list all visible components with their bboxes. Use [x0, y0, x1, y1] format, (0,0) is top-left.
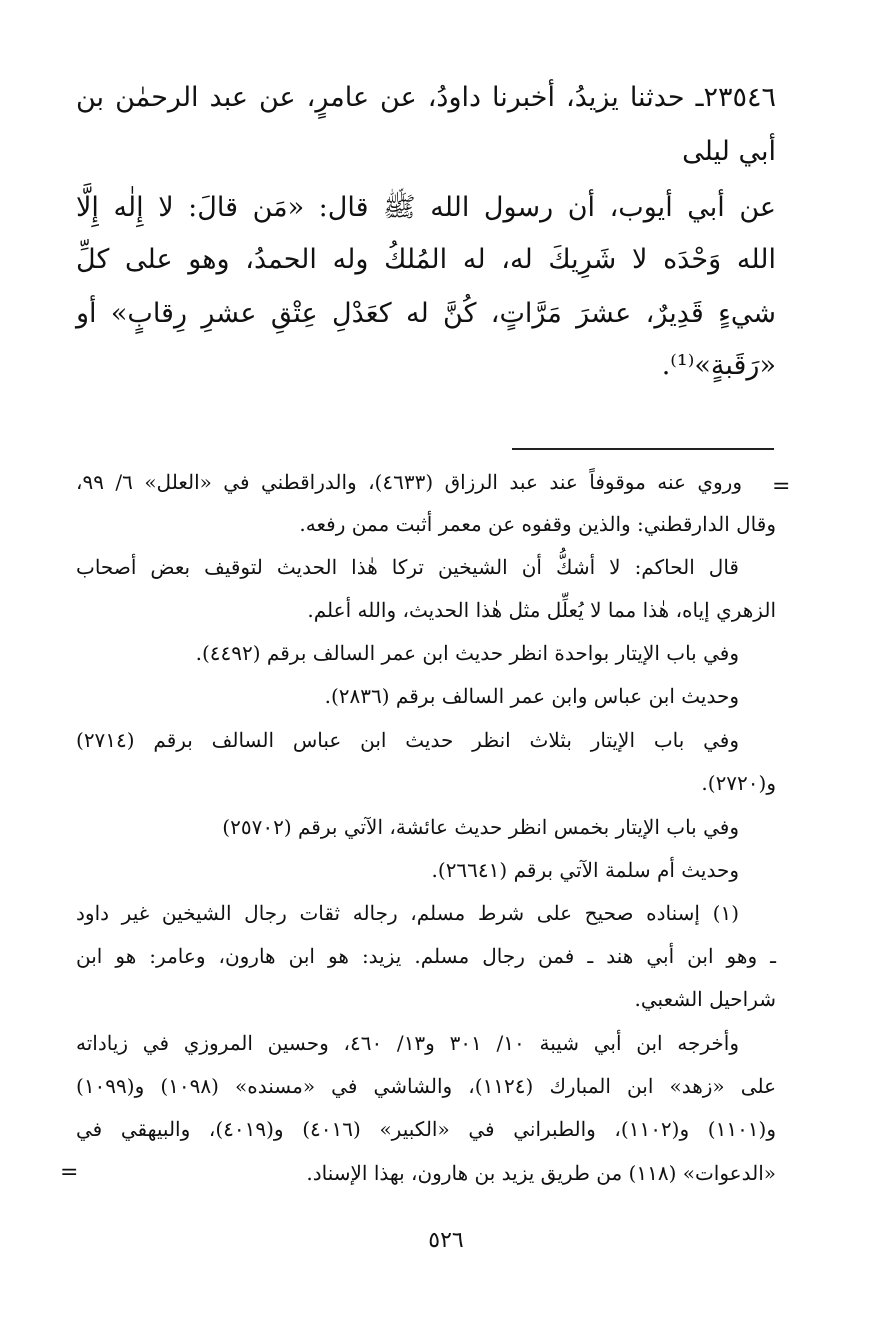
footnote-line: (١) إسناده صحيح على شرط مسلم، رجاله ثقات رجال الشيخين غير داود — [76, 901, 739, 925]
hadith-line-1: ٢٣٥٤٦ـ حدثنا يزيدُ، أخبرنا داودُ، عن عامرٍ، عن عبد الرحمٰن بن — [76, 82, 776, 113]
footnote-line: وحديث ابن عباس وابن عمر السالف برقم (٢٨٣٦). — [324, 684, 739, 708]
footnote-line: ـ وهو ابن أبي هند ـ فمن رجال مسلم. يزيد: هو ابن هارون، وعامر: هو ابن — [76, 944, 776, 968]
footnote-line: وقال الدارقطني: والذين وقفوه عن معمر أثبت ممن رفعه. — [299, 512, 776, 536]
footnote-line: وروي عنه موقوفاً عند عبد الرزاق (٤٦٣٣)، والدراقطني في «العلل» ٦/ ٩٩، — [76, 470, 742, 494]
footnote-line: الزهري إياه، هٰذا مما لا يُعلِّل مثل هٰذا الحديث، والله أعلم. — [307, 598, 776, 622]
hadith-line-3: عن أبي أيوب، أن رسول الله ﷺ قال: «مَن قالَ: لا إِلٰه إِلَّا — [76, 192, 776, 223]
footnote-line: شراحيل الشعبي. — [634, 987, 776, 1011]
hadith-line-5: شيءٍ قَدِيرٌ، عشرَ مَرَّاتٍ، كُنَّ له كعَدْلِ عِتْقِ عشرِ رِقابٍ» أو — [76, 298, 776, 329]
footnote-line: وفي باب الإيتار بخمس انظر حديث عائشة، الآتي برقم (٢٥٧٠٢) — [222, 815, 739, 839]
page-number: ٥٢٦ — [428, 1228, 464, 1253]
hadith-line-4: الله وَحْدَه لا شَرِيكَ له، له المُلكُ وله الحمدُ، وهو على كلِّ — [76, 244, 776, 275]
footnote-line: وحديث أم سلمة الآتي برقم (٢٦٦٤١). — [431, 858, 739, 882]
footnote-continuation-marker: = — [772, 474, 791, 499]
hadith-line-2: أبي ليلى — [682, 136, 776, 167]
footnote-line: و(١١٠١) و(١١٠٢)، والطبراني في «الكبير» (٤٠١٦) و(٤٠١٩)، والبيهقي في — [76, 1117, 777, 1141]
footnote-line: قال الحاكم: لا أشكُّ أن الشيخين تركا هٰذا الحديث لتوقيف بعض أصحاب — [76, 555, 739, 579]
footnote-line: وفي باب الإيتار بواحدة انظر حديث ابن عمر السالف برقم (٤٤٩٢). — [195, 641, 739, 665]
footnote-end-marker: = — [60, 1160, 79, 1185]
footnote-line: و(٢٧٢٠). — [701, 771, 776, 795]
footnote-line: «الدعوات» (١١٨) من طريق يزيد بن هارون، بهذا الإسناد. — [306, 1161, 776, 1185]
footnote-line: وأخرجه ابن أبي شيبة ١٠/ ٣٠١ و١٣/ ٤٦٠، وحسين المروزي في زياداته — [76, 1031, 740, 1055]
footnote-divider — [512, 448, 774, 450]
footnote-line: وفي باب الإيتار بثلاث انظر حديث ابن عباس السالف برقم (٢٧١٤) — [76, 728, 739, 752]
footnote-line: على «زهد» ابن المبارك (١١٢٤)، والشاشي في «مسنده» (١٠٩٨) و(١٠٩٩) — [76, 1074, 776, 1098]
hadith-line-6: «رَقَبةٍ»⁽¹⁾. — [661, 350, 776, 381]
